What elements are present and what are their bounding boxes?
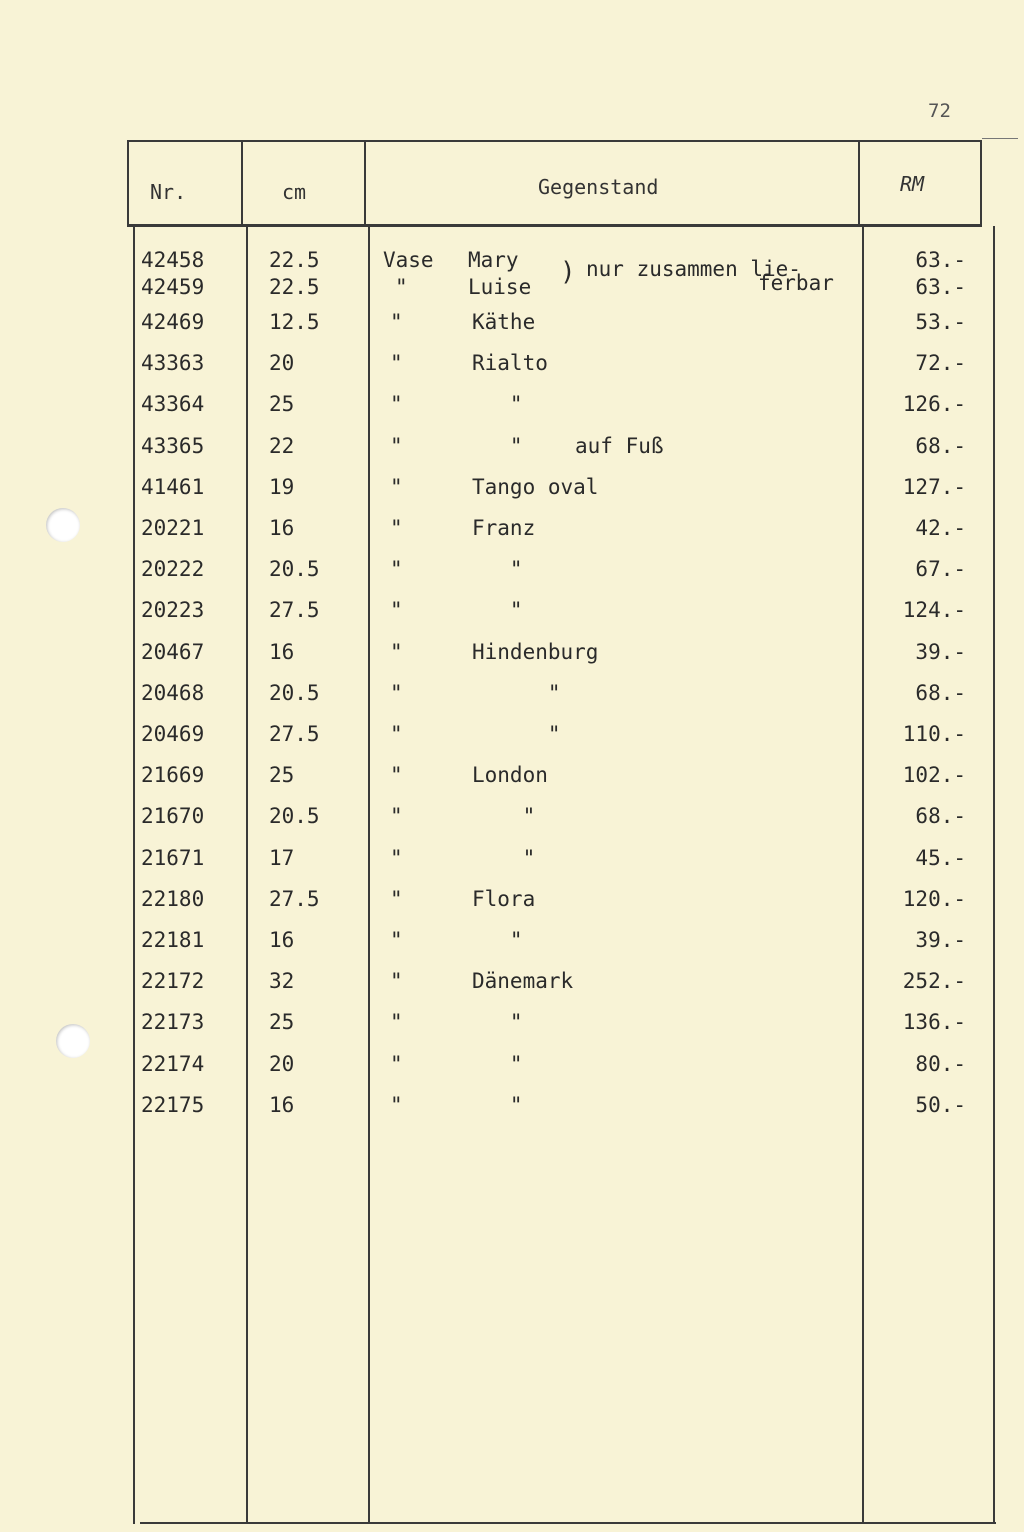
table-row — [0, 763, 1024, 793]
item-number: 41461 — [141, 475, 205, 499]
item-type: " — [390, 928, 403, 952]
item-price: 63.- — [915, 248, 966, 272]
item-name: Hindenburg — [472, 640, 599, 664]
item-price: 102.- — [902, 763, 966, 787]
page-number: 72 — [928, 100, 951, 122]
item-size: 20 — [269, 351, 295, 375]
item-size: 16 — [269, 516, 295, 540]
table-row — [0, 248, 1024, 278]
item-name: Luise — [468, 275, 532, 299]
item-name: " — [472, 846, 536, 870]
item-type: " — [390, 598, 403, 622]
table-border-bottom — [140, 1522, 996, 1524]
column-divider — [364, 140, 366, 226]
item-size: 12.5 — [269, 310, 320, 334]
item-number: 21670 — [141, 804, 205, 828]
item-size: 27.5 — [269, 598, 320, 622]
table-row — [0, 1010, 1024, 1040]
header-divider — [127, 224, 982, 227]
table-row — [0, 516, 1024, 546]
item-price: 126.- — [902, 392, 966, 416]
item-number: 22180 — [141, 887, 205, 911]
pair-bracket: ) — [560, 257, 576, 287]
item-name: " — [472, 434, 523, 458]
item-size: 22 — [269, 434, 295, 458]
item-name: Mary — [468, 248, 519, 272]
item-name: " — [472, 557, 523, 581]
column-divider — [858, 140, 860, 226]
item-type: " — [390, 310, 403, 334]
item-price: 50.- — [915, 1093, 966, 1117]
item-size: 25 — [269, 1010, 295, 1034]
item-name: " — [472, 1010, 523, 1034]
item-type: " — [390, 1010, 403, 1034]
item-size: 17 — [269, 846, 295, 870]
item-number: 42458 — [141, 248, 205, 272]
item-size: 27.5 — [269, 722, 320, 746]
table-row — [0, 434, 1024, 464]
item-number: 43363 — [141, 351, 205, 375]
item-price: 252.- — [902, 969, 966, 993]
table-row — [0, 1052, 1024, 1082]
item-number: 20223 — [141, 598, 205, 622]
table-row — [0, 928, 1024, 958]
table-row — [0, 598, 1024, 628]
item-type: " — [390, 351, 403, 375]
item-number: 22181 — [141, 928, 205, 952]
header-nr: Nr. — [150, 180, 187, 204]
item-price: 68.- — [915, 681, 966, 705]
item-name: " — [472, 928, 523, 952]
item-name: Tango oval — [472, 475, 599, 499]
item-name: Flora — [472, 887, 536, 911]
item-size: 19 — [269, 475, 295, 499]
table-row — [0, 846, 1024, 876]
item-type: Vase — [383, 248, 434, 272]
column-divider — [980, 140, 982, 226]
item-price: 68.- — [915, 434, 966, 458]
table-row — [0, 722, 1024, 752]
item-name: Dänemark — [472, 969, 574, 993]
item-size: 22.5 — [269, 248, 320, 272]
item-size: 25 — [269, 392, 295, 416]
item-number: 43364 — [141, 392, 205, 416]
table-row — [0, 392, 1024, 422]
item-type: " — [390, 434, 403, 458]
item-price: 120.- — [902, 887, 966, 911]
item-type: " — [390, 763, 403, 787]
item-price: 80.- — [915, 1052, 966, 1076]
pair-note-continuation: ferbar — [758, 271, 834, 295]
item-number: 20468 — [141, 681, 205, 705]
item-price: 39.- — [915, 928, 966, 952]
item-number: 22172 — [141, 969, 205, 993]
item-name: Rialto — [472, 351, 548, 375]
item-size: 22.5 — [269, 275, 320, 299]
item-number: 21669 — [141, 763, 205, 787]
item-name: " — [472, 804, 536, 828]
item-type: " — [390, 681, 403, 705]
table-row — [0, 804, 1024, 834]
table-row — [0, 640, 1024, 670]
item-price: 124.- — [902, 598, 966, 622]
table-row — [0, 275, 1024, 305]
item-size: 32 — [269, 969, 295, 993]
item-type: " — [390, 1093, 403, 1117]
item-size: 16 — [269, 1093, 295, 1117]
item-type: " — [395, 275, 408, 299]
item-name: London — [472, 763, 548, 787]
item-price: 45.- — [915, 846, 966, 870]
item-price: 39.- — [915, 640, 966, 664]
item-type: " — [390, 392, 403, 416]
item-price: 53.- — [915, 310, 966, 334]
item-name: " — [472, 392, 523, 416]
column-divider — [127, 140, 129, 226]
item-type: " — [390, 969, 403, 993]
item-price: 42.- — [915, 516, 966, 540]
item-type: " — [390, 640, 403, 664]
item-size: 27.5 — [269, 887, 320, 911]
table-row — [0, 681, 1024, 711]
item-type: " — [390, 722, 403, 746]
table-border-top-extension — [982, 138, 1018, 139]
item-type: " — [390, 516, 403, 540]
item-price: 72.- — [915, 351, 966, 375]
item-type: " — [390, 475, 403, 499]
item-name: " — [472, 722, 561, 746]
item-type: " — [390, 846, 403, 870]
item-size: 25 — [269, 763, 295, 787]
pair-note: nur zusammen lie- — [586, 257, 801, 281]
column-divider — [241, 140, 243, 226]
item-number: 43365 — [141, 434, 205, 458]
item-type: " — [390, 1052, 403, 1076]
item-price: 63.- — [915, 275, 966, 299]
item-number: 22173 — [141, 1010, 205, 1034]
item-name: " — [472, 1093, 523, 1117]
item-type: " — [390, 887, 403, 911]
header-price: RM — [900, 172, 925, 196]
table-row — [0, 475, 1024, 505]
item-number: 22174 — [141, 1052, 205, 1076]
item-name: Käthe — [472, 310, 536, 334]
item-price: 67.- — [915, 557, 966, 581]
item-price: 136.- — [902, 1010, 966, 1034]
item-number: 20467 — [141, 640, 205, 664]
item-price: 110.- — [902, 722, 966, 746]
header-cm: cm — [282, 180, 307, 204]
item-number: 21671 — [141, 846, 205, 870]
header-item: Gegenstand — [538, 175, 659, 199]
item-number: 42469 — [141, 310, 205, 334]
table-row — [0, 557, 1024, 587]
item-name: Franz — [472, 516, 536, 540]
table-row — [0, 887, 1024, 917]
item-price: 127.- — [902, 475, 966, 499]
item-type: " — [390, 804, 403, 828]
item-name: " — [472, 598, 523, 622]
item-size: 20 — [269, 1052, 295, 1076]
item-number: 20469 — [141, 722, 205, 746]
table-row — [0, 310, 1024, 340]
item-number: 22175 — [141, 1093, 205, 1117]
table-row — [0, 969, 1024, 999]
item-name: " — [472, 681, 561, 705]
item-number: 20221 — [141, 516, 205, 540]
table-border-top — [127, 140, 982, 142]
item-description: auf Fuß — [575, 434, 664, 458]
item-size: 16 — [269, 640, 295, 664]
item-name: " — [472, 1052, 523, 1076]
item-size: 20.5 — [269, 681, 320, 705]
item-size: 20.5 — [269, 804, 320, 828]
item-price: 68.- — [915, 804, 966, 828]
item-size: 16 — [269, 928, 295, 952]
item-type: " — [390, 557, 403, 581]
item-size: 20.5 — [269, 557, 320, 581]
table-row — [0, 1093, 1024, 1123]
table-row — [0, 351, 1024, 381]
item-number: 20222 — [141, 557, 205, 581]
item-number: 42459 — [141, 275, 205, 299]
